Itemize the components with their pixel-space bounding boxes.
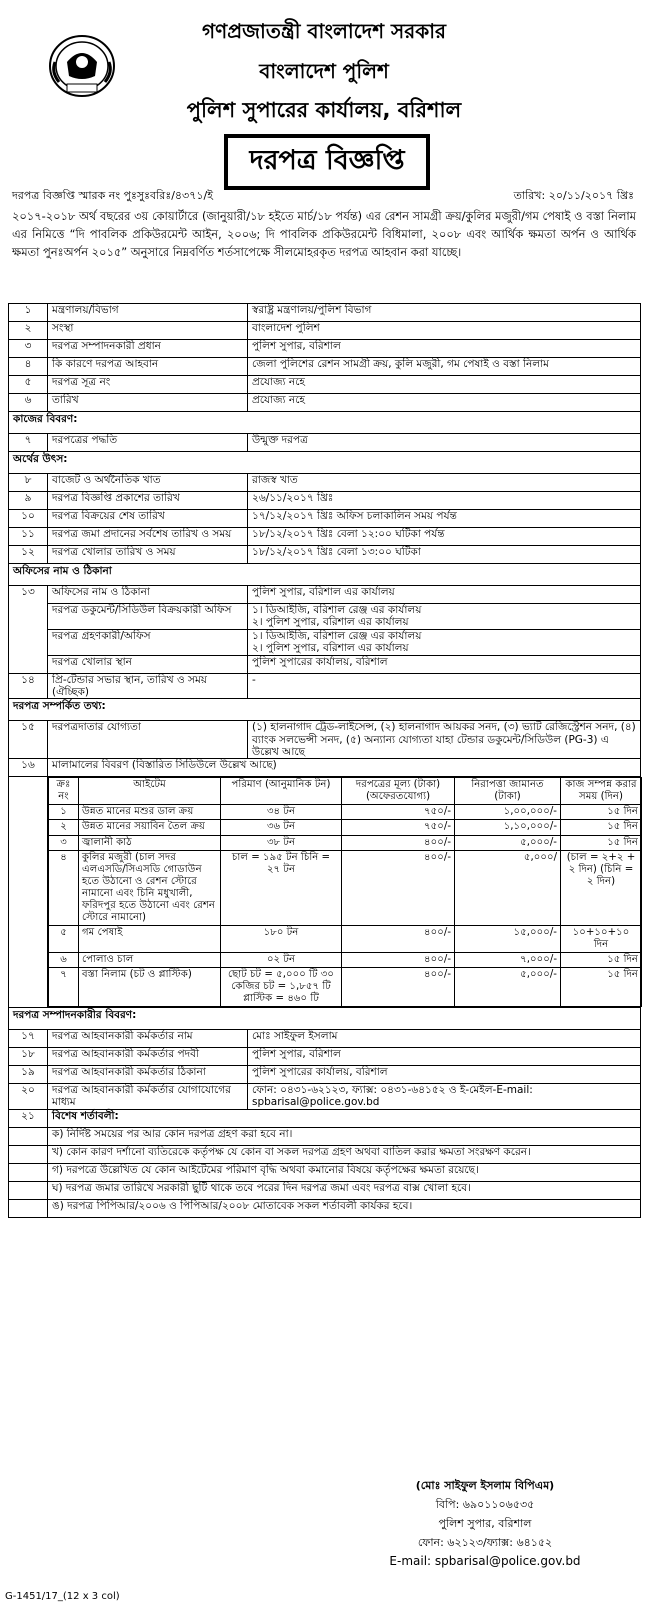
row-value: ১৮/১২/২০১৭ খ্রিঃ বেলা ১২:০০ ঘটিকা পর্যন্ত	[248, 528, 641, 546]
signatory-email: E-mail: spbarisal@police.gov.bd	[389, 1554, 581, 1568]
signatory-phone: ফোন: ৬২১২৩/ফ্যাক্স: ৬৪১৫২	[417, 1536, 553, 1549]
row-label: দরপত্র জমা প্রদানের সর্বশেষ তারিখ ও সময়	[48, 528, 248, 546]
header-cell: পরিমাণ (আনুমানিক টন)	[221, 778, 342, 805]
condition-row	[9, 1163, 641, 1181]
table-row	[9, 586, 641, 604]
row-value: (১) হালনাগাদ ট্রেড-লাইসেন্স, (২) হালনাগাদ আয়কর সনদ, (৩) ভ্যাট রেজিস্ট্রেশন সনদ, (৪) ব্যাংক সলভেন্সী সনদ, (৫) অন্যান্য যোগ্যতা যাহা টেন্ডার ডকুমেন্ট/সিডিউল (PG-3) এ উল্লেখ আছে	[248, 721, 641, 759]
document-header	[0, 8, 648, 200]
table-row	[9, 655, 641, 673]
item-security: ৫,০০০/-	[455, 835, 561, 850]
item-serial: ৩	[49, 835, 79, 850]
row-label: দরপত্র ডকুমেন্ট/সিডিউল বিক্রয়কারী অফিস	[48, 604, 248, 630]
row-number: ৯	[9, 492, 48, 510]
section-heading-info: দরপত্র সম্পর্কিত তথ্য:	[9, 699, 641, 721]
table-row	[9, 340, 641, 358]
table-row	[9, 1083, 641, 1109]
row-number: ১	[9, 304, 48, 322]
row-number: ৭	[9, 434, 48, 452]
table-row	[9, 322, 641, 340]
item-time: ১৫ দিন	[561, 820, 642, 835]
table-row	[9, 1047, 641, 1065]
item-row	[49, 835, 642, 850]
item-quantity: ১৮০ টন	[221, 925, 342, 952]
intro-paragraph: ২০১৭-২০১৮ অর্থ বছরের ৩য় কোয়ার্টারে (জানুয়ারী/১৮ হইতে মার্চ/১৮ পর্যন্ত) এর রেশন সামগ্রী ক্রয়/কুলির মজুরী/গম পেষাই ও বস্তা নিলাম এর নিমিত্তে “দি পাবলিক প্রকিউরমেন্ট আইন, ২০০৬; দি পাবলিক প্রকিউরমেন্ট বিধিমালা, ২০০৮ এবং আর্থিক ক্ষমতা অর্পন ও আর্থিক ক্ষমতা পুনঃঅর্পন ২০১৫” অনুসারে নিম্নবর্ণিত শর্তসাপেক্ষে সীলমোহরকৃত দরপত্র আহবান করা যাচ্ছে।	[12, 209, 636, 259]
table-row	[9, 1029, 641, 1047]
row-value: মোঃ সাইফুল ইসলাম	[248, 1029, 641, 1047]
items-row	[9, 777, 641, 1008]
row-number: ৫	[9, 376, 48, 394]
item-price: ৪০০/-	[342, 925, 455, 952]
row-label: অফিসের নাম ও ঠিকানা	[48, 586, 248, 604]
item-serial: ৭	[49, 967, 79, 1006]
row-number: ২১	[9, 1109, 48, 1127]
table-row	[9, 629, 641, 655]
table-row	[9, 492, 641, 510]
row-value: বাংলাদেশ পুলিশ	[248, 322, 641, 340]
row-label: দরপত্র বিজ্ঞপ্তি প্রকাশের তারিখ	[48, 492, 248, 510]
item-name: পোলাও চাল	[79, 952, 221, 967]
signature-block	[370, 1476, 600, 1571]
item-name: বস্তা নিলাম (চট ও প্লাস্টিক)	[79, 967, 221, 1006]
item-quantity: ছোট চট = ৫,০০০ টি ৩০ কেজির চট = ১,৮৫৭ টি প্লাস্টিক = ৪৬০ টি	[221, 967, 342, 1006]
office-line-1: ১। ডিআইজি, বরিশাল রেঞ্জ এর কার্যালয়	[252, 629, 422, 642]
row-value: প্রযোজ্য নহে	[248, 394, 641, 412]
row-value: স্বরাষ্ট্র মন্ত্রণালয়/পুলিশ বিভাগ	[248, 304, 641, 322]
row-number: ৮	[9, 474, 48, 492]
item-serial: ৪	[49, 850, 79, 925]
row-number: ১১	[9, 528, 48, 546]
notice-date: তারিখ: ২০/১১/২০১৭ খ্রিঃ	[513, 189, 634, 202]
row-label: দরপত্র সম্পাদনকারী প্রধান	[48, 340, 248, 358]
condition-row	[9, 1181, 641, 1199]
condition-item: ঘ) দরপত্র জমার তারিখে সরকারী ছুটি থাকে তবে পরের দিন দরপত্র জমা এবং দরপত্র বাক্স খোলা হবে।	[48, 1181, 641, 1199]
condition-item: ক) নির্দিষ্ট সময়ের পর আর কোন দরপত্র গ্রহণ করা হবে না।	[48, 1127, 641, 1145]
condition-item: গ) দরপত্রে উল্লেখিত যে কোন আইটেমের পরিমাণ বৃদ্ধি অথবা কমানোর বিষয়ে কর্তৃপক্ষের ক্ষমতা রয়েছে।	[48, 1163, 641, 1181]
row-label: বাজেট ও অর্থনৈতিক খাত	[48, 474, 248, 492]
row-number: ২০	[9, 1083, 48, 1109]
item-quantity: চাল = ১৯৫ টন চিনি = ২৭ টন	[221, 850, 342, 925]
row-number: ৩	[9, 340, 48, 358]
row-number: ১৬	[9, 759, 48, 777]
item-time: (চাল = ২+২ + ২ দিন) (চিনি = ২ দিন)	[561, 850, 642, 925]
row-number: ৪	[9, 358, 48, 376]
notice-title: দরপত্র বিজ্ঞপ্তি	[224, 134, 430, 190]
table-row	[9, 1109, 641, 1127]
item-serial: ৫	[49, 925, 79, 952]
section-heading-fund: অর্থের উৎস:	[9, 452, 641, 474]
row-label: সংস্থা	[48, 322, 248, 340]
row-value: উন্মুক্ত দরপত্র	[248, 434, 641, 452]
item-security: ৫,০০০/	[455, 850, 561, 925]
row-number: ১৫	[9, 721, 48, 759]
row-value: ফোন: ০৪৩১-৬২১২৩, ফ্যাক্স: ০৪৩১-৬৪১৫২ ও ই-মেইল-E-mail: spbarisal@police.gov.bd	[248, 1083, 641, 1109]
signatory-bp: বিপি: ৬৯০১১০৬৫৩৫	[435, 1498, 535, 1511]
row-label: দরপত্র সূত্র নং	[48, 376, 248, 394]
items-header-row	[49, 778, 642, 805]
office-line-2: ২। পুলিশ সুপার, বরিশাল এর কার্যালয়	[252, 616, 409, 629]
item-serial: ১	[49, 805, 79, 820]
row-label: দরপত্র আহবানকারী কর্মকর্তার পদবী	[48, 1047, 248, 1065]
office-line-2: ২। পুলিশ সুপার, বরিশাল এর কার্যালয়	[252, 642, 409, 655]
table-row	[9, 528, 641, 546]
row-value: রাজস্ব খাত	[248, 474, 641, 492]
condition-row	[9, 1199, 641, 1217]
row-value	[248, 629, 641, 655]
row-value: পুলিশ সুপার, বরিশাল	[248, 1047, 641, 1065]
table-row	[9, 1065, 641, 1083]
section-heading-work: কাজের বিবরণ:	[9, 412, 641, 434]
condition-item: ঙ) দরপত্র পিপিআর/২০০৬ ও পিপিআর/২০০৮ মোতাবেক সকল শর্তাবলী কার্যকর হবে।	[48, 1199, 641, 1217]
item-row	[49, 925, 642, 952]
header-cell: কাজ সম্পন্ন করার সময় (দিন)	[561, 778, 642, 805]
item-security: ১,১০,০০০/-	[455, 820, 561, 835]
item-price: ৪০০/-	[342, 967, 455, 1006]
item-time: ১৫ দিন	[561, 952, 642, 967]
row-value: ১৭/১২/২০১৭ খ্রিঃ অফিস চলাকালিন সময় পর্যন্ত	[248, 510, 641, 528]
item-row	[49, 952, 642, 967]
item-quantity: ৩৪ টন	[221, 805, 342, 820]
table-row	[9, 394, 641, 412]
row-label: দরপত্র আহবানকারী কর্মকর্তার যোগাযোগের মাধ্যম	[48, 1083, 248, 1109]
item-row	[49, 805, 642, 820]
section-row	[9, 564, 641, 586]
item-price: ৪০০/-	[342, 835, 455, 850]
item-serial: ২	[49, 820, 79, 835]
table-row	[9, 673, 641, 699]
row-number: ১২	[9, 546, 48, 564]
government-title: গণপ্রজাতন্ত্রী বাংলাদেশ সরকার	[202, 19, 446, 43]
condition-row	[9, 1127, 641, 1145]
item-security: ৫,০০০/-	[455, 967, 561, 1006]
print-code: G-1451/17_(12 x 3 col)	[5, 1591, 120, 1602]
row-value: ২৬/১১/২০১৭ খ্রিঃ	[248, 492, 641, 510]
item-name: উন্নত মানের সয়াবিন তৈল ক্রয়	[79, 820, 221, 835]
row-label: তারিখ	[48, 394, 248, 412]
table-row	[9, 604, 641, 630]
table-row	[9, 434, 641, 452]
item-security: ৭,০০০/-	[455, 952, 561, 967]
row-number: ১৯	[9, 1065, 48, 1083]
row-value	[248, 604, 641, 630]
item-row	[49, 820, 642, 835]
table-row	[9, 546, 641, 564]
row-number: ১৩	[9, 586, 48, 674]
row-value: জেলা পুলিশের রেশন সামগ্রী ক্রয়, কুলি মজুরী, গম পেষাই ও বস্তা নিলাম	[248, 358, 641, 376]
section-row	[9, 1007, 641, 1029]
items-table	[48, 777, 642, 1007]
row-label: দরপত্র খোলার স্থান	[48, 655, 248, 673]
row-label: প্রি-টেন্ডার সভার স্থান, তারিখ ও সময় (ঐচ্ছিক)	[48, 673, 248, 699]
item-row	[49, 850, 642, 925]
row-label: দরপত্রদাতার যোগ্যতা	[48, 721, 248, 759]
table-row	[9, 474, 641, 492]
item-quantity: ৩৬ টন	[221, 820, 342, 835]
table-row	[9, 721, 641, 759]
row-label: দরপত্র আহবানকারী কর্মকর্তার নাম	[48, 1029, 248, 1047]
signatory-designation: পুলিশ সুপার, বরিশাল	[438, 1517, 532, 1530]
condition-item: খ) কোন কারণ দর্শানো ব্যতিরেকে কর্তৃপক্ষ যে কোন বা সকল দরপত্র গ্রহণ অথবা বাতিল করার ক্ষমতা সংরক্ষণ করেন।	[48, 1145, 641, 1163]
condition-row	[9, 1145, 641, 1163]
item-price: ৭৫০/-	[342, 820, 455, 835]
row-value: ১৮/১২/২০১৭ খ্রিঃ বেলা ১৩:০০ ঘটিকা	[248, 546, 641, 564]
tender-details-table	[8, 303, 641, 1218]
row-number: ১৪	[9, 673, 48, 699]
item-time: ১৫ দিন	[561, 805, 642, 820]
header-cell: নিরাপত্তা জামানত (টাকা)	[455, 778, 561, 805]
row-value: -	[248, 673, 641, 699]
item-time: ১৫ দিন	[561, 835, 642, 850]
police-title: বাংলাদেশ পুলিশ	[259, 59, 389, 83]
office-line-1: ১। ডিআইজি, বরিশাল রেঞ্জ এর কার্যালয়	[252, 604, 422, 616]
item-price: ৪০০/-	[342, 850, 455, 925]
header-cell: ক্রঃ নং	[49, 778, 79, 805]
table-row	[9, 510, 641, 528]
header-cell: দরপত্রের মূল্য (টাকা) (অফেরতযোগ্য)	[342, 778, 455, 805]
row-label: দরপত্র খোলার তারিখ ও সময়	[48, 546, 248, 564]
item-security: ১,০০,০০০/-	[455, 805, 561, 820]
section-row	[9, 452, 641, 474]
row-number: ২	[9, 322, 48, 340]
item-security: ১৫,০০০/-	[455, 925, 561, 952]
row-label: কি কারণে দরপত্র আহবান	[48, 358, 248, 376]
row-number: ৬	[9, 394, 48, 412]
item-serial: ৬	[49, 952, 79, 967]
row-label: দরপত্রের পদ্ধতি	[48, 434, 248, 452]
row-value: পুলিশ সুপারের কার্যালয়, বরিশাল	[248, 655, 641, 673]
item-name: জ্বালানী কাঠ	[79, 835, 221, 850]
item-name: গম পেষাই	[79, 925, 221, 952]
row-value: পুলিশ সুপারের কার্যালয়, বরিশাল	[248, 1065, 641, 1083]
table-row	[9, 376, 641, 394]
item-quantity: ৩৮ টন	[221, 835, 342, 850]
section-row	[9, 412, 641, 434]
item-price: ৭৫০/-	[342, 805, 455, 820]
row-value: পুলিশ সুপার, বরিশাল	[248, 340, 641, 358]
signatory-name: (মোঃ সাইফুল ইসলাম বিপিএম)	[415, 1479, 555, 1492]
section-row	[9, 699, 641, 721]
table-row	[9, 304, 641, 322]
row-label: মালামালের বিবরণ (বিস্তারিত সিডিউলে উল্লেখ আছে)	[48, 759, 641, 777]
item-row	[49, 967, 642, 1006]
item-price: ৪০০/-	[342, 952, 455, 967]
item-time: ১৫ দিন	[561, 967, 642, 1006]
section-heading-officer: দরপত্র সম্পাদনকারীর বিবরণ:	[9, 1007, 641, 1029]
row-label: দরপত্র গ্রহণকারী/অফিস	[48, 629, 248, 655]
item-name: কুলির মজুরী (চাল সদর এলএসডি/সিএসডি গোডাউন হতে উঠানো ও রেশন স্টোরে নামানো এবং চিনি মধুখালী, ফরিদপুর হতে উঠানো এবং রেশন স্টোরে নামানো)	[79, 850, 221, 925]
row-value: প্রযোজ্য নহে	[248, 376, 641, 394]
row-number: ১৭	[9, 1029, 48, 1047]
table-row	[9, 358, 641, 376]
row-label: দরপত্র আহবানকারী কর্মকর্তার ঠিকানা	[48, 1065, 248, 1083]
item-quantity: ০২ টন	[221, 952, 342, 967]
row-label: মন্ত্রণালয়/বিভাগ	[48, 304, 248, 322]
row-label: বিশেষ শর্তাবলী:	[48, 1109, 641, 1127]
row-number: ১৮	[9, 1047, 48, 1065]
header-cell: আইটেম	[79, 778, 221, 805]
table-row	[9, 759, 641, 777]
memo-number: দরপত্র বিজ্ঞপ্তি স্মারক নং পুঃসুঃবরিঃ/৪৩৭১/ই	[12, 189, 213, 202]
row-number: ১০	[9, 510, 48, 528]
office-title: পুলিশ সুপারের কার্যালয়, বরিশাল	[186, 98, 462, 122]
section-heading-office: অফিসের নাম ও ঠিকানা	[9, 564, 641, 586]
item-name: উন্নত মানের মশুর ডাল ক্রয়	[79, 805, 221, 820]
row-value: পুলিশ সুপার, বরিশাল এর কার্যালয়	[248, 586, 641, 604]
row-label: দরপত্র বিক্রয়ের শেষ তারিখ	[48, 510, 248, 528]
item-time: ১০+১০+১০ দিন	[561, 925, 642, 952]
